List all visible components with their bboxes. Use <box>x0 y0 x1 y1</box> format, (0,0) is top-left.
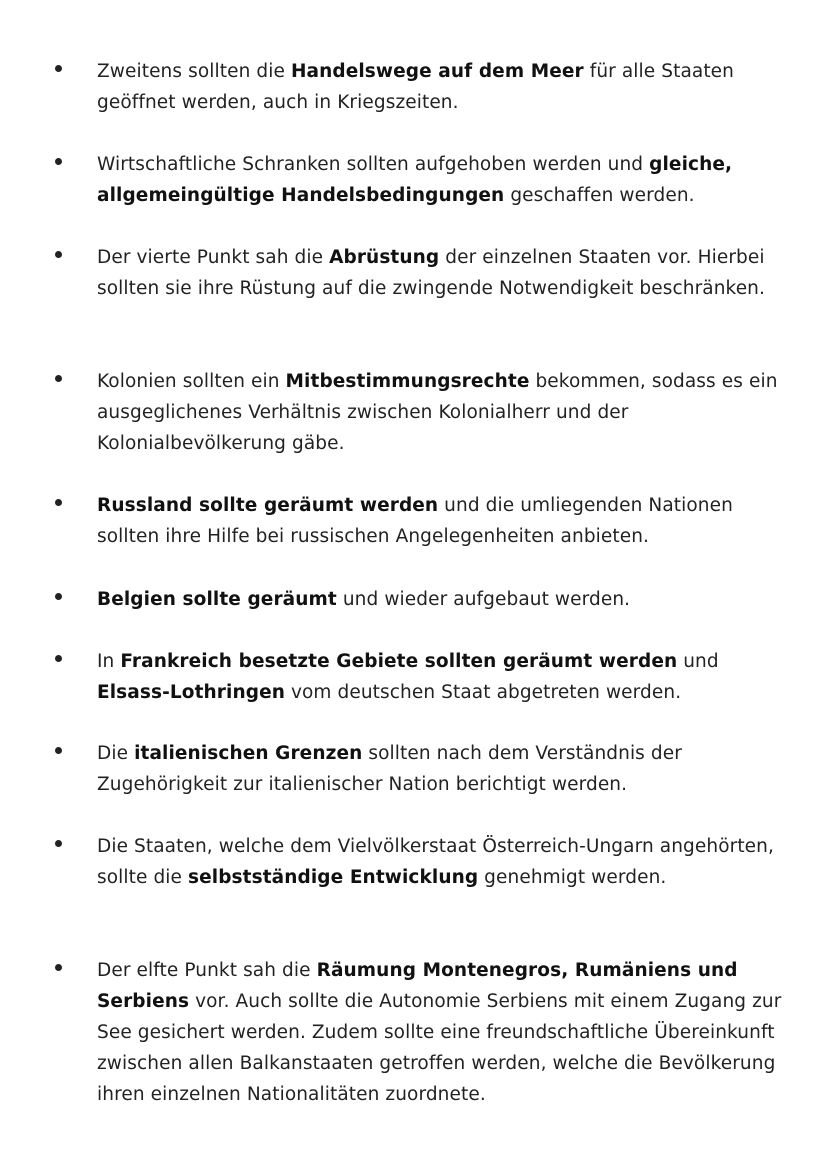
bullet-icon <box>55 65 62 72</box>
text-segment: geschaffen werden. <box>504 185 695 206</box>
text-segment: Die <box>97 743 135 764</box>
highlighted-term: Räumung Montenegros, Rumäniens und Serbiens <box>97 960 738 1012</box>
bullet-icon <box>55 655 62 662</box>
highlighted-term: Frankreich besetzte Gebiete sollten geräumt werden <box>120 651 678 672</box>
highlighted-term: Handelswege auf dem Meer <box>290 61 584 82</box>
highlighted-term: italienischen Grenzen <box>134 743 363 764</box>
list-item-text <box>97 149 797 211</box>
list-item-text <box>97 242 797 304</box>
list-item-text <box>97 955 797 1110</box>
text-segment: für alle Staaten geöffnet werden, auch in Kriegszeiten. <box>97 61 734 113</box>
text-segment: vom deutschen Staat abgetreten werden. <box>284 682 682 703</box>
text-segment: sollten nach dem Verständnis der Zugehörigkeit zur italienischer Nation berichtigt werden. <box>97 743 682 795</box>
highlighted-term: Abrüstung <box>329 247 440 268</box>
bullet-icon <box>55 593 62 600</box>
bullet-icon <box>55 499 62 506</box>
text-segment: der einzelnen Staaten vor. Hierbei sollten sie ihre Rüstung auf die zwingende Notwendigkeit beschränken. <box>97 247 765 299</box>
list-item-text <box>97 584 797 615</box>
text-segment: bekommen, sodass es ein ausgeglichenes Verhältnis zwischen Kolonialherr und der Kolonialbevölkerung gäbe. <box>97 371 778 454</box>
text-segment: Die Staaten, welche dem Vielvölkerstaat Österreich-Ungarn angehörten, sollte die <box>97 836 774 888</box>
bullet-icon <box>55 158 62 165</box>
text-segment: und <box>677 651 719 672</box>
text-segment: Kolonien sollten ein <box>97 371 286 392</box>
highlighted-term: Elsass-Lothringen <box>97 682 285 703</box>
highlighted-term: Mitbestimmungsrechte <box>285 371 530 392</box>
list-item-text <box>97 56 797 118</box>
bullet-icon <box>55 251 62 258</box>
highlighted-term: Russland sollte geräumt werden <box>97 495 439 516</box>
text-segment: Zweitens sollten die <box>97 61 291 82</box>
list-item-text <box>97 490 797 552</box>
text-segment: Der elfte Punkt sah die <box>97 960 317 981</box>
text-segment: vor. Auch sollte die Autonomie Serbiens mit einem Zugang zur See gesichert werden. Zudem sollte eine freundschaftliche Übereinkunft zwischen allen Balkanstaaten getroffen werden, welche die Bevölkerung ihren einzelnen Nationalitäten zuordnete. <box>97 991 782 1105</box>
text-segment: und die umliegenden Nationen sollten ihre Hilfe bei russischen Angelegenheiten anbieten. <box>97 495 733 547</box>
bullet-icon <box>55 747 62 754</box>
text-segment: Der vierte Punkt sah die <box>97 247 330 268</box>
text-segment: und wieder aufgebaut werden. <box>336 589 631 610</box>
text-segment: genehmigt werden. <box>478 867 667 888</box>
list-item-text <box>97 366 797 459</box>
bullet-icon <box>55 840 62 847</box>
bullet-icon <box>55 964 62 971</box>
highlighted-term: Belgien sollte geräumt <box>97 589 337 610</box>
text-segment: Wirtschaftliche Schranken sollten aufgehoben werden und <box>97 154 650 175</box>
list-item-text <box>97 831 797 893</box>
bullet-icon <box>55 375 62 382</box>
text-segment: In <box>97 651 121 672</box>
highlighted-term: gleiche, allgemeingültige Handelsbedingungen <box>97 154 733 206</box>
list-item-text <box>97 646 797 708</box>
highlighted-term: selbstständige Entwicklung <box>188 867 479 888</box>
list-item-text <box>97 738 797 800</box>
